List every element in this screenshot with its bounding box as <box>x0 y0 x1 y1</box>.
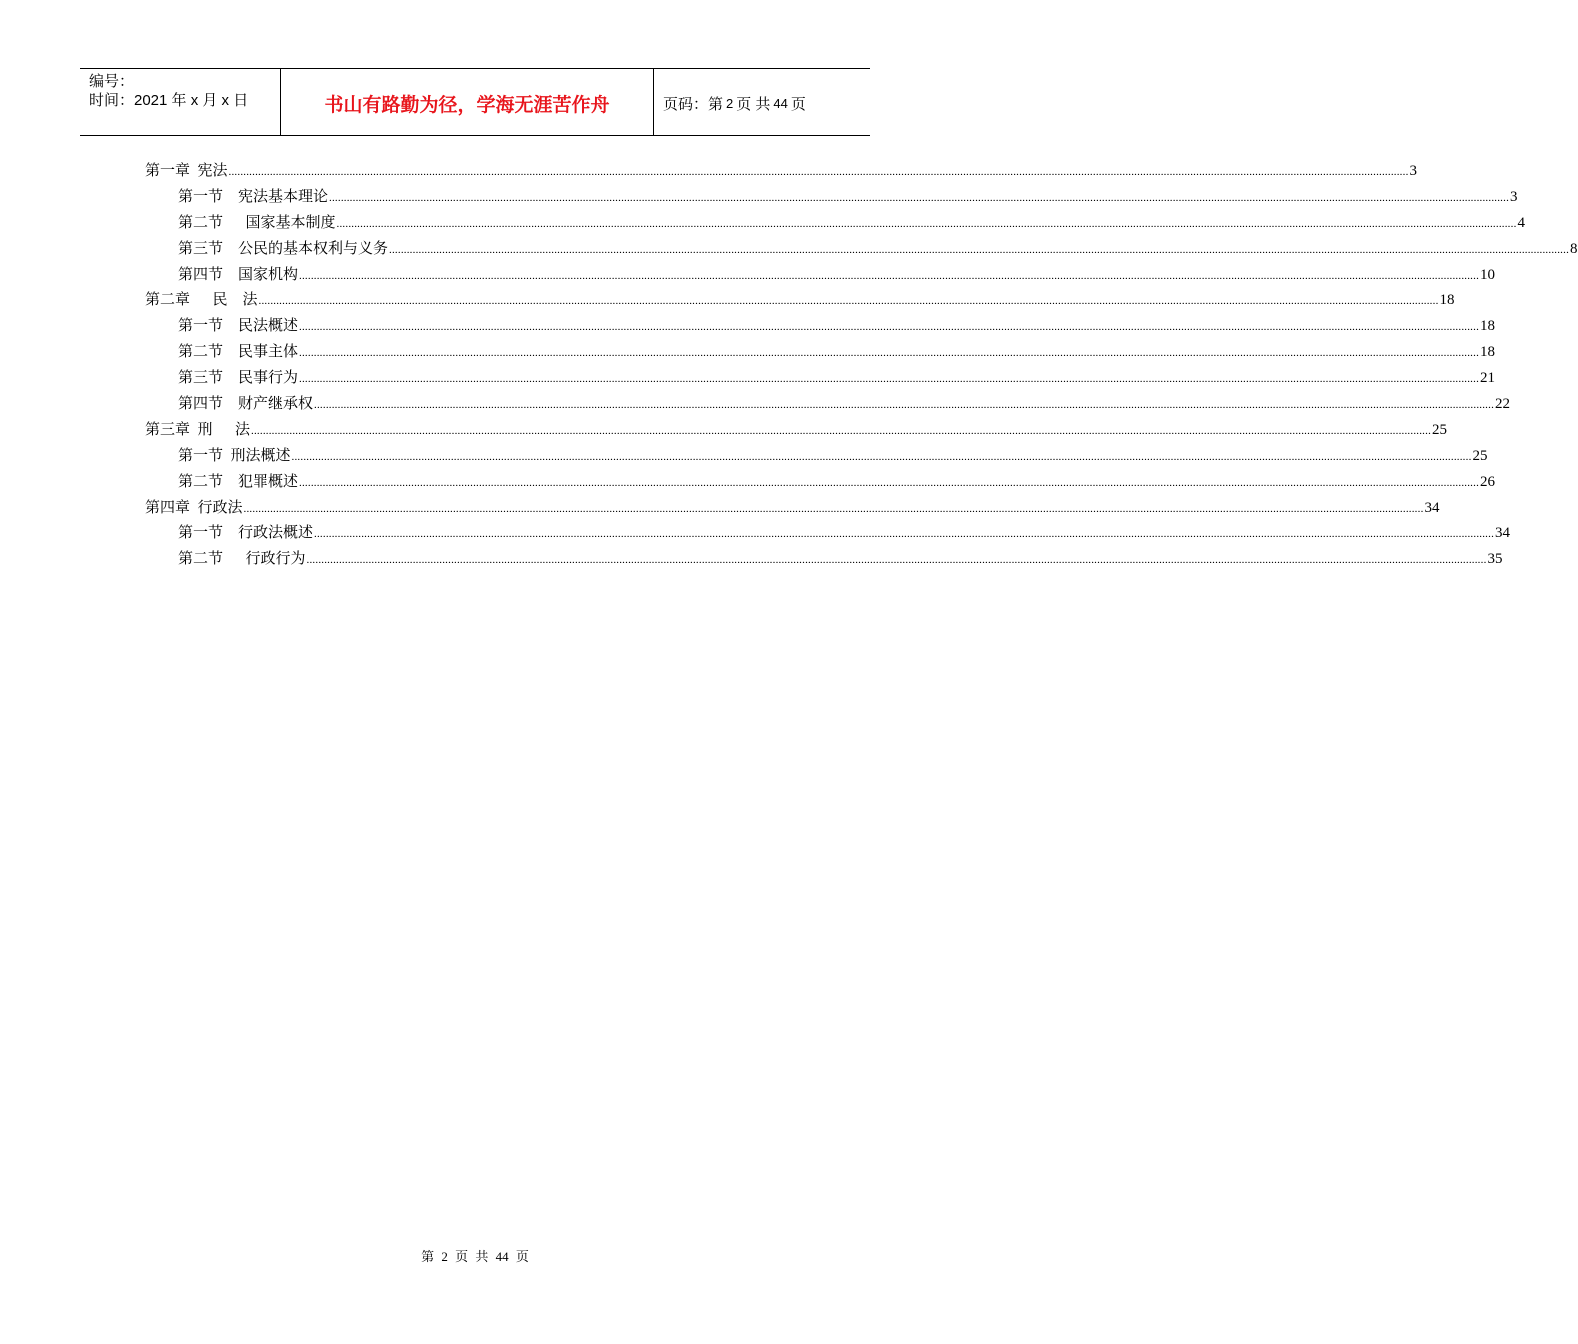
serial-label: 编号： <box>89 73 135 90</box>
toc-entry-label: 第四节 国家机构 <box>178 266 299 283</box>
toc-section-row[interactable] <box>145 186 1518 212</box>
toc-dot-leader: ................................................................................................................................................................................................................................................................................................................................................................................................................ <box>389 243 1570 256</box>
toc-dot-leader: ................................................................................................................................................................................................................................................................................................................................................................................................................ <box>299 347 1480 360</box>
toc-dot-leader: ................................................................................................................................................................................................................................................................................................................................................................................................................ <box>258 295 1439 308</box>
toc-entry-page: 22 <box>1495 396 1511 413</box>
toc-chapter-row[interactable] <box>145 419 1448 445</box>
toc-entry-page: 8 <box>1570 240 1578 257</box>
toc-entry-page: 18 <box>1480 344 1496 361</box>
toc-chapter-row[interactable] <box>145 160 1418 186</box>
toc-entry-page: 18 <box>1439 292 1455 309</box>
toc-section-row[interactable] <box>145 393 1511 419</box>
header-page-info <box>654 69 870 135</box>
toc-entry-label: 第三章 刑 法 <box>145 421 251 438</box>
toc-entry-label: 第三节 公民的基本权利与义务 <box>178 240 389 257</box>
toc-entry-label: 第一节 行政法概述 <box>178 525 314 542</box>
toc-section-row[interactable] <box>145 212 1526 238</box>
page-total: 44 <box>773 96 788 111</box>
toc-section-row[interactable] <box>145 315 1496 341</box>
toc-entry-page: 18 <box>1480 318 1496 335</box>
toc-entry-label: 第一节 民法概述 <box>178 318 299 335</box>
toc-entry-label: 第一节 宪法基本理论 <box>178 188 329 205</box>
page-current: 2 <box>726 96 734 111</box>
toc-dot-leader: ................................................................................................................................................................................................................................................................................................................................................................................................................ <box>291 450 1472 463</box>
toc-entry-page: 26 <box>1480 473 1496 490</box>
toc-chapter-row[interactable] <box>145 497 1440 523</box>
toc-section-row[interactable] <box>145 445 1488 471</box>
toc-entry-page: 3 <box>1510 188 1518 205</box>
toc-dot-leader: ................................................................................................................................................................................................................................................................................................................................................................................................................ <box>314 399 1495 412</box>
toc-entry-page: 4 <box>1517 214 1526 231</box>
toc-entry-page: 34 <box>1424 499 1440 516</box>
table-of-contents <box>145 160 1578 574</box>
toc-dot-leader: ................................................................................................................................................................................................................................................................................................................................................................................................................ <box>306 554 1487 567</box>
toc-dot-leader: ................................................................................................................................................................................................................................................................................................................................................................................................................ <box>299 269 1480 282</box>
toc-entry-label: 第二节 犯罪概述 <box>178 473 299 490</box>
toc-entry-label: 第二节 行政行为 <box>178 551 306 568</box>
page-mid: 页 共 <box>736 96 771 113</box>
page-prefix: 页码：第 <box>663 96 724 113</box>
page-footer: 第 2 页 共 44 页 <box>421 1249 529 1264</box>
toc-dot-leader: ................................................................................................................................................................................................................................................................................................................................................................................................................ <box>228 166 1409 178</box>
toc-entry-page: 3 <box>1409 163 1418 179</box>
toc-section-row[interactable] <box>145 548 1503 574</box>
toc-entry-page: 35 <box>1487 551 1503 568</box>
header-meta <box>80 69 281 135</box>
toc-dot-leader: ................................................................................................................................................................................................................................................................................................................................................................................................................ <box>251 424 1432 437</box>
toc-dot-leader: ................................................................................................................................................................................................................................................................................................................................................................................................................ <box>299 321 1480 334</box>
toc-section-row[interactable] <box>145 471 1496 497</box>
page-suffix: 页 <box>790 96 806 113</box>
toc-section-row[interactable] <box>145 264 1496 290</box>
toc-entry-page: 10 <box>1480 266 1496 283</box>
toc-dot-leader: ................................................................................................................................................................................................................................................................................................................................................................................................................ <box>243 502 1424 515</box>
toc-section-row[interactable] <box>145 367 1496 393</box>
toc-section-row[interactable] <box>145 522 1511 548</box>
date-label: 时间：2021 年 x 月 x 日 <box>89 92 249 109</box>
toc-entry-page: 21 <box>1480 370 1496 387</box>
toc-section-row[interactable] <box>145 341 1496 367</box>
toc-dot-leader: ................................................................................................................................................................................................................................................................................................................................................................................................................ <box>329 191 1510 204</box>
toc-entry-page: 34 <box>1495 525 1511 542</box>
toc-dot-leader: ................................................................................................................................................................................................................................................................................................................................................................................................................ <box>299 373 1480 386</box>
toc-entry-page: 25 <box>1432 421 1448 438</box>
toc-entry-label: 第一节 刑法概述 <box>178 447 291 464</box>
toc-dot-leader: ................................................................................................................................................................................................................................................................................................................................................................................................................ <box>299 476 1480 489</box>
toc-section-row[interactable] <box>145 238 1578 264</box>
toc-entry-label: 第四节 财产继承权 <box>178 396 314 413</box>
toc-entry-label: 第一章 宪法 <box>145 163 228 179</box>
toc-entry-label: 第四章 行政法 <box>145 499 243 516</box>
toc-chapter-row[interactable] <box>145 289 1455 315</box>
toc-dot-leader: ................................................................................................................................................................................................................................................................................................................................................................................................................ <box>314 528 1495 541</box>
page-header <box>80 68 870 136</box>
toc-entry-label: 第二章 民 法 <box>145 292 258 309</box>
toc-entry-page: 25 <box>1472 447 1488 464</box>
toc-dot-leader: ................................................................................................................................................................................................................................................................................................................................................................................................................ <box>336 217 1517 230</box>
toc-entry-label: 第二节 民事主体 <box>178 344 299 361</box>
toc-entry-label: 第二节 国家基本制度 <box>178 214 336 231</box>
toc-entry-label: 第三节 民事行为 <box>178 370 299 387</box>
header-motto: 书山有路勤为径，学海无涯苦作舟 <box>281 69 654 135</box>
